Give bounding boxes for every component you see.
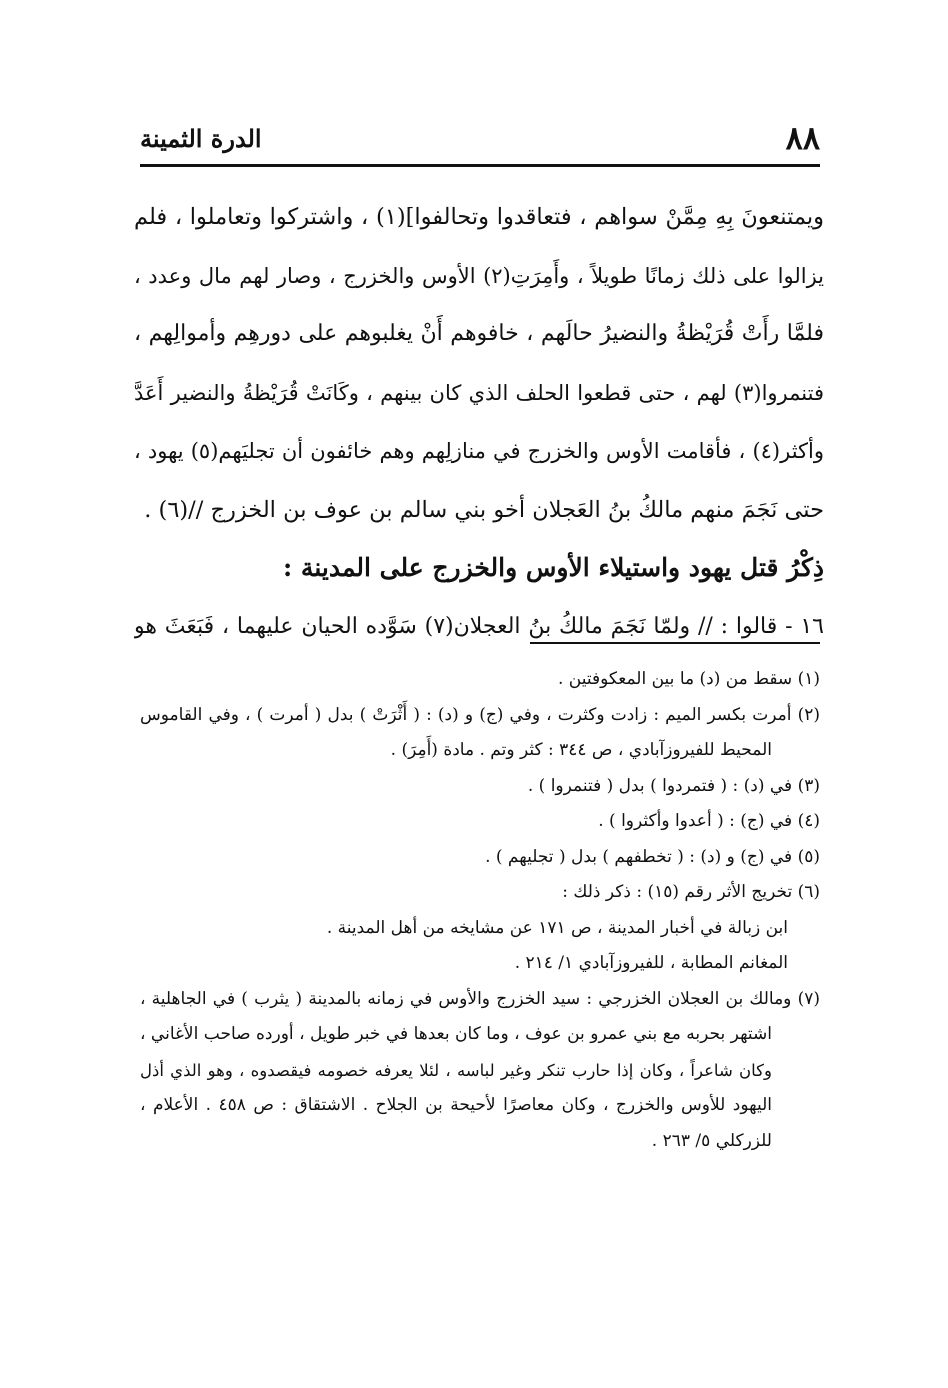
footnote-line: للزركلي ٥/ ٢٦٣ . xyxy=(651,1130,772,1151)
footnote-line: (٥) في (ج) و (د) : ( تخطفهم ) بدل ( تجليهم ) . xyxy=(485,846,820,867)
footnote-line: اشتهر بحربه مع بني عمرو بن عوف ، وما كان بعدها في خبر طويل ، أورده صاحب الأغاني ، xyxy=(140,1024,772,1044)
footnotes xyxy=(140,662,820,1159)
footnote-line: ابن زبالة في أخبار المدينة ، ص ١٧١ عن مشايخه من أهل المدينة . xyxy=(326,917,788,938)
footnote-line: اليهود للأوس والخزرج ، وكان معاصرًا لأحيحة بن الجلاح . الاشتقاق : ص ٤٥٨ . الأعلام ، xyxy=(140,1095,772,1115)
section-heading: ذِكْرُ قتل يهود واستيلاء الأوس والخزرج على المدينة : xyxy=(282,553,824,582)
text-line: ١٦ - قالوا : // ولمّا نَجَمَ مالكُ بنُ العجلان(٧) سَوَّده الحيان عليهما ، فَبَعَثَ هو xyxy=(134,613,824,639)
footnote-line: وكان شاعراً ، وكان إذا حارب تنكر وغير لباسه ، لئلا يعرفه خصومه فيقصدوه ، وهو الذي أذل xyxy=(140,1060,772,1080)
header-rule xyxy=(140,164,820,167)
footnote-line: (٢) أمرت بكسر الميم : زادت وكثرت ، وفي (ج) و (د) : ( أَثْرَتْ ) بدل ( أمرت ) ، وفي القاموس xyxy=(140,704,820,725)
text-line: يزالوا على ذلك زمانًا طويلاً ، وأَمِرَتِ(٢) الأوس والخزرج ، وصار لهم مال وعدد ، xyxy=(134,263,824,288)
text-line: وأكثر(٤) ، فأقامت الأوس والخزرج في منازلِهم وهم خائفون أن تجليَهم(٥) يهود ، xyxy=(134,439,824,463)
footnote-line: (٧) ومالك بن العجلان الخزرجي : سيد الخزرج والأوس في زمانه بالمدينة ( يثرب ) في الجاهلية ، xyxy=(140,988,820,1009)
running-title: الدرة الثمينة xyxy=(140,124,262,153)
footnote-line: (١) سقط من (د) ما بين المعكوفتين . xyxy=(557,669,820,689)
text-line: فلمَّا رأَتْ قُرَيْظةُ والنضيرُ حالَهم ، خافوهم أَنْ يغلبوهم على دورهِم وأموالِهم ، xyxy=(134,321,824,346)
text-line: حتى نَجَمَ منهم مالكُ بنُ العَجلان أخو بني سالم بن عوف بن الخزرج //(٦) . xyxy=(144,496,824,523)
page-header xyxy=(140,118,820,162)
main-text xyxy=(134,188,824,656)
text-line: فتنمروا(٣) لهم ، حتى قطعوا الحلف الذي كان بينهم ، وكَانَتْ قُرَيْظةُ والنضير أَعَدَّ xyxy=(134,380,824,405)
footnote-line: (٣) في (د) : ( فتمردوا ) بدل ( فتنمروا ) . xyxy=(527,775,820,796)
footnote-separator xyxy=(530,642,820,644)
page-number: ٨٨ xyxy=(785,119,820,157)
footnote-line: المغانم المطابة ، للفيروزآبادي ١/ ٢١٤ . xyxy=(514,953,788,973)
text-line: ويمتنعونَ بِهِ مِمَّنْ سواهم ، فتعاقدوا وتحالفوا](١) ، واشتركوا وتعاملوا ، فلم xyxy=(134,204,824,230)
footnote-line: المحيط للفيروزآبادي ، ص ٣٤٤ : كثر وتم . مادة (أَمِرَ) . xyxy=(390,740,772,760)
footnote-line: (٤) في (ج) : ( أعدوا وأكثروا ) . xyxy=(598,811,820,831)
footnote-line: (٦) تخريج الأثر رقم (١٥) : ذكر ذلك : xyxy=(562,882,820,902)
